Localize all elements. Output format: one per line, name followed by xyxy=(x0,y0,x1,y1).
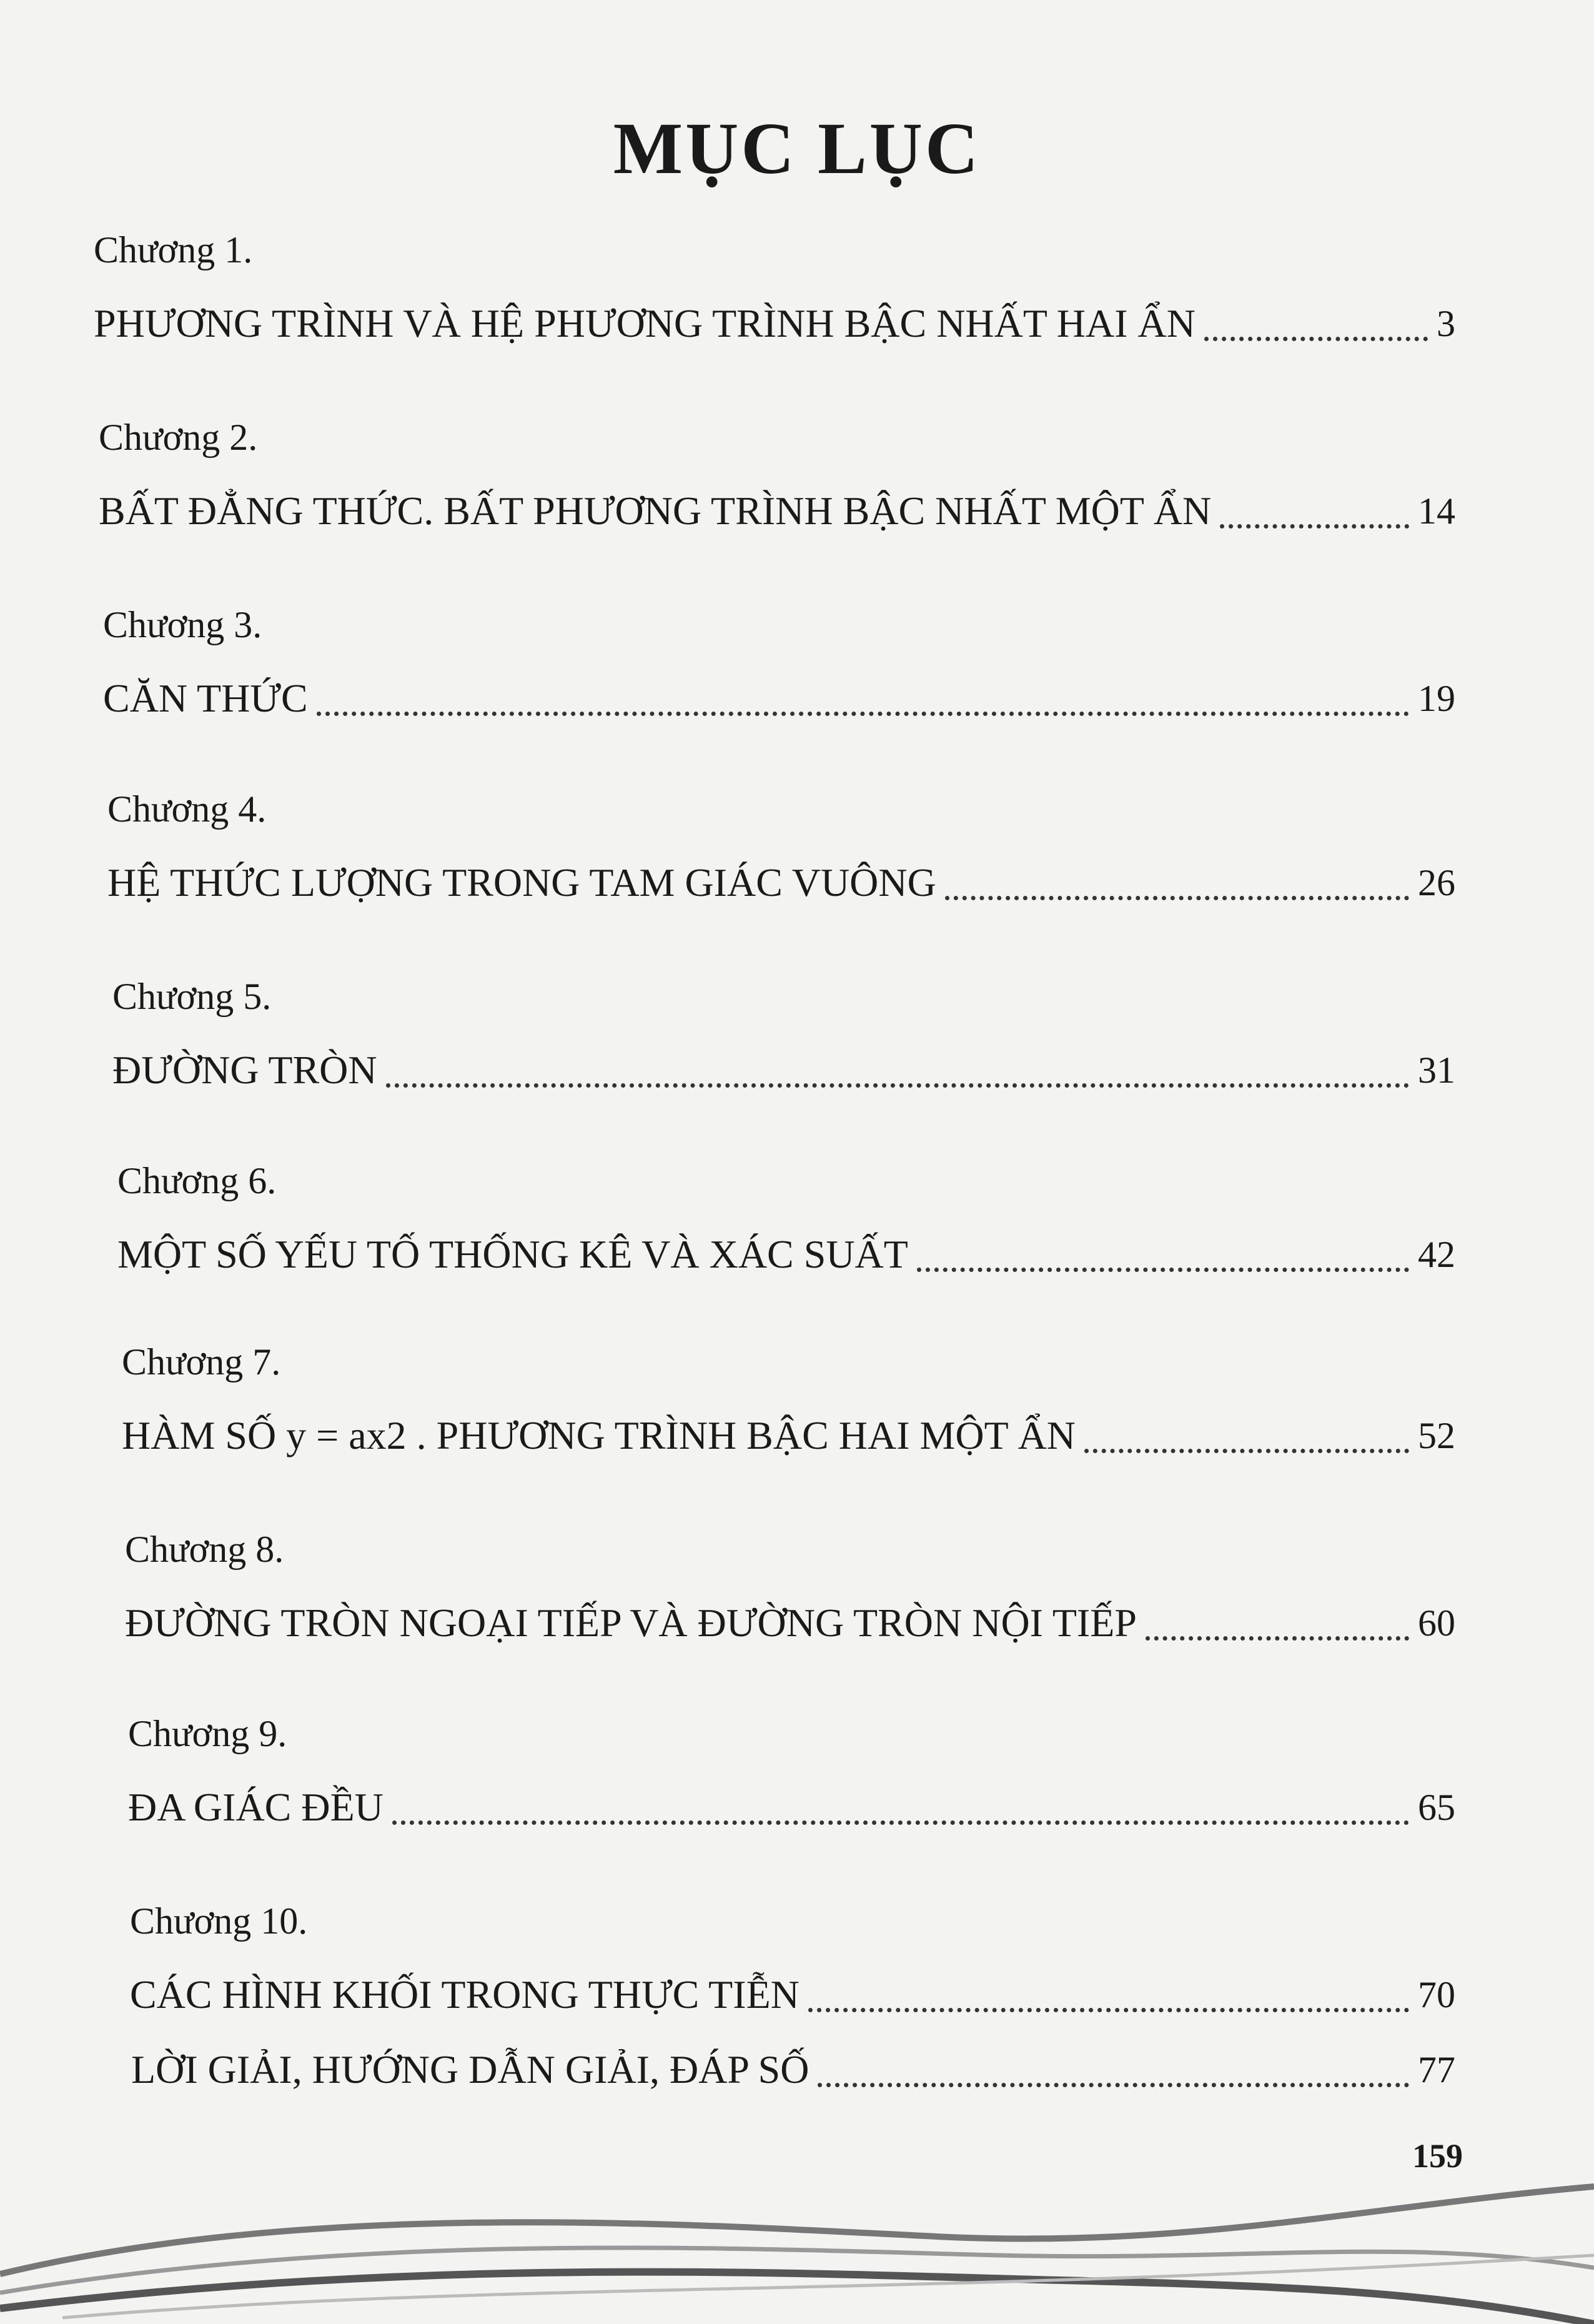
dot-leader xyxy=(808,2007,1409,2012)
dot-leader xyxy=(317,711,1409,716)
dot-leader xyxy=(386,1083,1409,1088)
toc-entry[interactable] xyxy=(130,1896,1455,2026)
dot-leader xyxy=(945,895,1409,900)
toc-line xyxy=(117,1223,1455,1286)
dot-leader xyxy=(1204,336,1428,341)
page-title: MỤC LỤC xyxy=(613,107,981,189)
dot-leader xyxy=(1220,524,1409,529)
chapter-heading: ĐƯỜNG TRÒN NGOẠI TIẾP VÀ ĐƯỜNG TRÒN NỘI TIẾP xyxy=(125,1601,1137,1645)
chapter-label: Chương 1. xyxy=(94,229,253,271)
page-reference: 31 xyxy=(1418,1050,1455,1091)
toc-entry[interactable] xyxy=(117,1156,1455,1286)
page-reference: 52 xyxy=(1418,1415,1455,1456)
toc-line xyxy=(94,292,1455,355)
chapter-label: Chương 8. xyxy=(125,1529,284,1570)
chapter-heading: HỆ THỨC LƯỢNG TRONG TAM GIÁC VUÔNG xyxy=(107,860,936,905)
toc-entry[interactable] xyxy=(94,225,1455,355)
chapter-heading: PHƯƠNG TRÌNH VÀ HỆ PHƯƠNG TRÌNH BẬC NHẤT HAI ẨN xyxy=(94,301,1196,345)
chapter-heading: ĐƯỜNG TRÒN xyxy=(112,1048,377,1092)
chapter-heading: CĂN THỨC xyxy=(103,676,308,720)
chapter-label: Chương 6. xyxy=(117,1160,277,1201)
toc-entry[interactable] xyxy=(103,600,1455,730)
toc-line xyxy=(130,1964,1455,2026)
chapter-label: Chương 4. xyxy=(107,788,267,830)
chapter-heading: MỘT SỐ YẾU TỐ THỐNG KÊ VÀ XÁC SUẤT xyxy=(117,1232,908,1276)
toc-line xyxy=(131,2038,1455,2101)
toc-entry[interactable] xyxy=(125,1524,1455,1654)
page-reference: 3 xyxy=(1437,303,1455,344)
dot-leader xyxy=(818,2082,1409,2087)
chapter-label: Chương 5. xyxy=(112,976,272,1017)
chapter-heading: CÁC HÌNH KHỐI TRONG THỰC TIỄN xyxy=(130,1972,799,2017)
page-reference: 70 xyxy=(1418,1974,1455,2015)
chapter-label: Chương 3. xyxy=(103,604,262,645)
toc-entry[interactable] xyxy=(99,412,1455,542)
dot-leader xyxy=(1084,1448,1409,1453)
toc-line xyxy=(103,667,1455,730)
toc-entry[interactable] xyxy=(107,784,1455,914)
toc-line xyxy=(125,1592,1455,1654)
chapter-label: Chương 10. xyxy=(130,1900,308,1942)
chapter-label: Chương 2. xyxy=(99,417,258,458)
toc-line xyxy=(99,480,1455,542)
dot-leader xyxy=(392,1820,1409,1825)
toc-line xyxy=(128,1776,1455,1839)
page-number: 159 xyxy=(1412,2137,1463,2175)
page-reference: 26 xyxy=(1418,862,1455,903)
chapter-label: Chương 7. xyxy=(122,1341,281,1383)
chapter-heading: LỜI GIẢI, HƯỚNG DẪN GIẢI, ĐÁP SỐ xyxy=(131,2047,809,2092)
toc-line xyxy=(107,852,1455,914)
chapter-heading: ĐA GIÁC ĐỀU xyxy=(128,1785,384,1829)
toc-entry[interactable] xyxy=(131,2021,1455,2101)
toc-line xyxy=(122,1404,1455,1467)
chapter-heading: HÀM SỐ y = ax2 . PHƯƠNG TRÌNH BẬC HAI MỘT ẨN xyxy=(122,1413,1076,1457)
chapter-label: Chương 9. xyxy=(128,1713,287,1754)
chapter-heading: BẤT ĐẲNG THỨC. BẤT PHƯƠNG TRÌNH BẬC NHẤT MỘT ẨN xyxy=(99,489,1212,533)
dot-leader xyxy=(917,1267,1409,1272)
page-reference: 60 xyxy=(1418,1602,1455,1644)
page-reference: 42 xyxy=(1418,1234,1455,1275)
toc-line xyxy=(112,1039,1455,1101)
dot-leader xyxy=(1146,1636,1409,1641)
page-reference: 77 xyxy=(1418,2049,1455,2090)
page-reference: 14 xyxy=(1418,490,1455,532)
toc-entry[interactable] xyxy=(112,971,1455,1101)
wave-decoration xyxy=(0,2149,1594,2324)
toc-entry[interactable] xyxy=(122,1337,1455,1467)
page-reference: 19 xyxy=(1418,678,1455,719)
toc-entry[interactable] xyxy=(128,1709,1455,1839)
page-reference: 65 xyxy=(1418,1787,1455,1828)
